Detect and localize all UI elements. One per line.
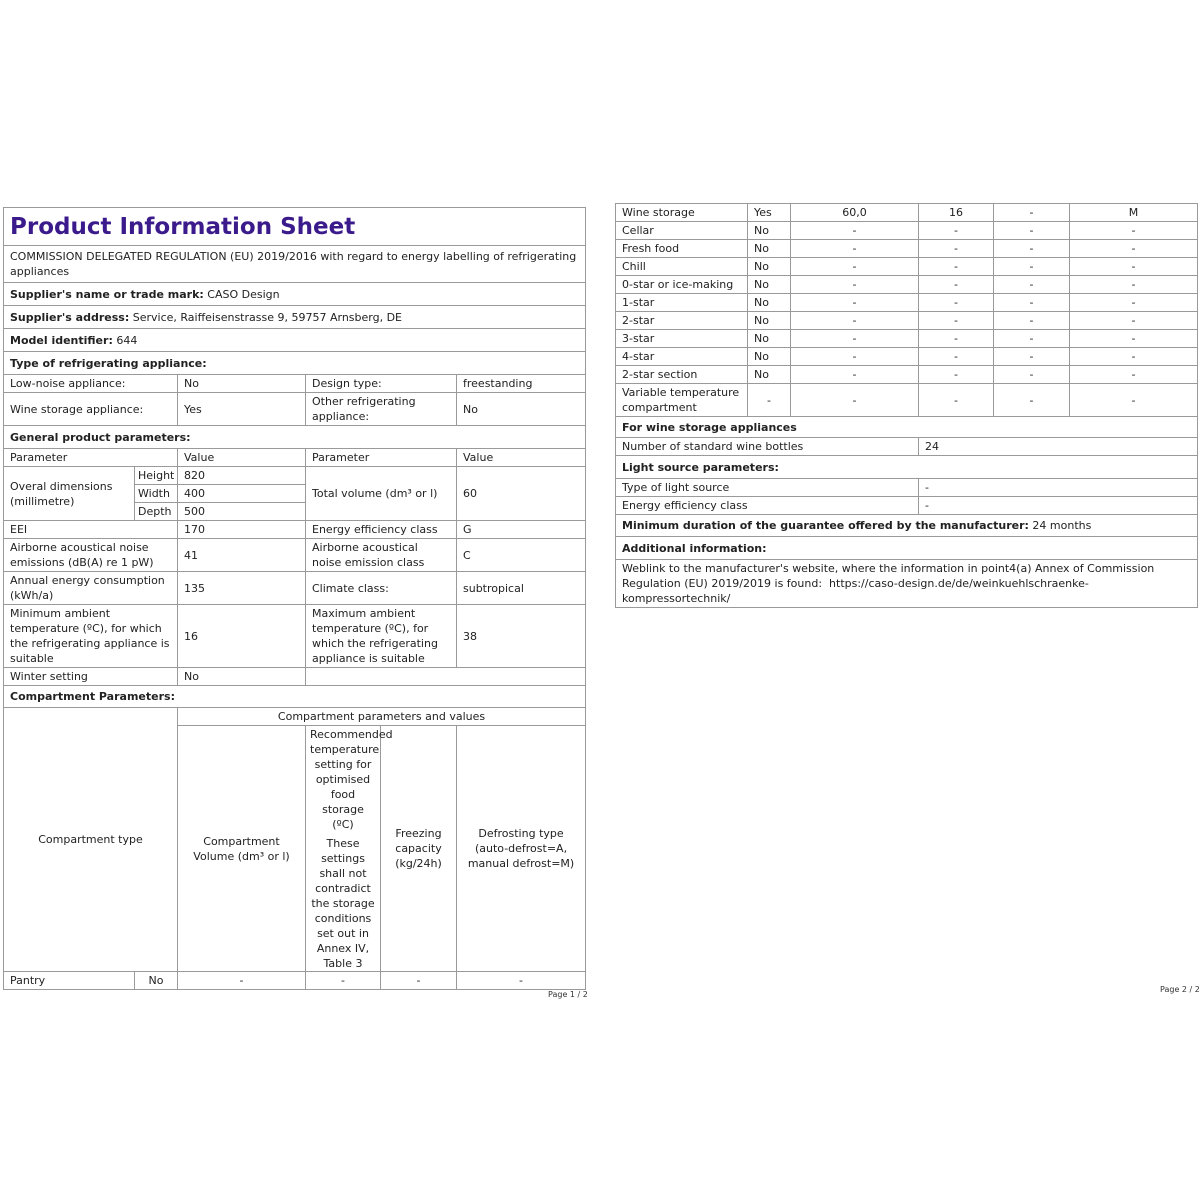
compartment-present-cell: No xyxy=(748,366,791,384)
compartment-present-cell: No xyxy=(748,312,791,330)
compartment-freezing-cell: - xyxy=(994,348,1070,366)
compartment-defrost-cell: - xyxy=(1070,294,1198,312)
compartment-present-cell: No xyxy=(748,330,791,348)
table-row xyxy=(616,384,1198,417)
total-volume-label: Total volume (dm³ or l) xyxy=(306,467,457,521)
model-row xyxy=(4,329,586,352)
product-info-sheet-page-2 xyxy=(615,203,1198,608)
compartment-volume-cell: 60,0 xyxy=(791,204,919,222)
width-label: Width xyxy=(135,485,178,503)
pantry-present: No xyxy=(135,972,178,990)
compartment-present-cell: No xyxy=(748,294,791,312)
compartment-label-cell: 0-star or ice-making xyxy=(616,276,748,294)
compartment-label-cell: Cellar xyxy=(616,222,748,240)
compartment-defrost-cell: - xyxy=(1070,330,1198,348)
supplier-label: Supplier's name or trade mark: xyxy=(10,287,204,301)
compartment-freezing-cell: - xyxy=(994,294,1070,312)
compartment-present-cell: No xyxy=(748,222,791,240)
variable-label: Variable temperature compartment xyxy=(616,384,748,417)
compartment-temp-cell: - xyxy=(919,240,994,258)
noise-class-label: Airborne acoustical noise emission class xyxy=(306,539,457,572)
freezing-header: Freezing capacity (kg/24h) xyxy=(381,726,457,972)
compartment-freezing-cell: - xyxy=(994,258,1070,276)
compartment-defrost-cell: - xyxy=(1070,312,1198,330)
pantry-label: Pantry xyxy=(4,972,135,990)
annual-energy-value: 135 xyxy=(178,572,306,605)
compartment-temp-cell: - xyxy=(919,330,994,348)
compartment-temp-cell: 16 xyxy=(919,204,994,222)
table-row xyxy=(616,204,1198,222)
compartment-temp-cell: - xyxy=(919,348,994,366)
light-class-value: - xyxy=(919,497,1198,515)
compartment-present-cell: No xyxy=(748,276,791,294)
weblink-text: Weblink to the manufacturer's website, where the information in point4(a) Annex of Commission Regulation (EU) 2019/2019 is found: xyxy=(622,562,1155,590)
page-number-1: Page 1 / 2 xyxy=(548,990,588,999)
annual-energy-label: Annual energy consumption (kWh/a) xyxy=(4,572,178,605)
guarantee-value: 24 months xyxy=(1032,519,1092,532)
bottles-label: Number of standard wine bottles xyxy=(616,438,919,456)
light-heading: Light source parameters: xyxy=(616,456,1198,479)
table-row xyxy=(616,366,1198,384)
compartment-volume-cell: - xyxy=(791,258,919,276)
col-value-left: Value xyxy=(178,449,306,467)
compartment-volume-cell: - xyxy=(791,330,919,348)
compartment-present-cell: No xyxy=(748,258,791,276)
compartment-rows xyxy=(616,204,1198,384)
recommended-temp-text: Recommended temperature setting for optimised food storage (ºC) xyxy=(310,727,393,831)
compartment-label-cell: 2-star section xyxy=(616,366,748,384)
regulation-text: COMMISSION DELEGATED REGULATION (EU) 2019/2016 with regard to energy labelling of refrigerating appliances xyxy=(4,246,586,283)
compartment-freezing-cell: - xyxy=(994,204,1070,222)
height-value: 820 xyxy=(178,467,306,485)
design-type-value: freestanding xyxy=(457,375,586,393)
compartment-type-header: Compartment type xyxy=(4,708,178,972)
compartment-freezing-cell: - xyxy=(994,366,1070,384)
width-value: 400 xyxy=(178,485,306,503)
model-value: 644 xyxy=(116,333,138,347)
compartment-volume-cell: - xyxy=(791,366,919,384)
pantry-temp: - xyxy=(306,972,381,990)
weblink-url[interactable]: https://caso-design.de/de/weinkuehlschraenke-kompressortechnik/ xyxy=(622,577,1089,605)
depth-label: Depth xyxy=(135,503,178,521)
compartment-label-cell: 1-star xyxy=(616,294,748,312)
recommended-temp-note: These settings shall not contradict the storage conditions set out in Annex IV, Table 3 xyxy=(311,836,375,970)
design-type-label: Design type: xyxy=(306,375,457,393)
compartment-freezing-cell: - xyxy=(994,276,1070,294)
compartment-freezing-cell: - xyxy=(994,222,1070,240)
compartment-temp-cell: - xyxy=(919,294,994,312)
light-class-label: Energy efficiency class xyxy=(616,497,919,515)
compartment-defrost-cell: - xyxy=(1070,276,1198,294)
compartment-defrost-cell: - xyxy=(1070,348,1198,366)
compartment-params-header: Compartment parameters and values xyxy=(178,708,586,726)
winter-value: No xyxy=(178,668,306,686)
noise-class-value: C xyxy=(457,539,586,572)
eei-label: EEI xyxy=(4,521,178,539)
height-label: Height xyxy=(135,467,178,485)
page-number-2: Page 2 / 2 xyxy=(1160,985,1200,994)
model-label: Model identifier: xyxy=(10,333,113,347)
noise-label: Airborne acoustical noise emissions (dB(A) re 1 pW) xyxy=(4,539,178,572)
compartment-defrost-cell: M xyxy=(1070,204,1198,222)
recommended-temp-header xyxy=(306,726,393,972)
table-row xyxy=(616,222,1198,240)
climate-value: subtropical xyxy=(457,572,586,605)
page-title: Product Information Sheet xyxy=(4,208,586,246)
wine-storage-label: Wine storage appliance: xyxy=(4,393,178,426)
supplier-row xyxy=(4,283,586,306)
variable-freezing: - xyxy=(994,384,1070,417)
variable-present: - xyxy=(748,384,791,417)
compartment-volume-cell: - xyxy=(791,240,919,258)
compartment-present-cell: Yes xyxy=(748,204,791,222)
address-row xyxy=(4,306,586,329)
compartment-present-cell: No xyxy=(748,240,791,258)
compartment-label-cell: Chill xyxy=(616,258,748,276)
bottles-value: 24 xyxy=(919,438,1198,456)
compartment-volume-cell: - xyxy=(791,312,919,330)
max-temp-value: 38 xyxy=(457,605,586,668)
compartment-label-cell: Fresh food xyxy=(616,240,748,258)
winter-label: Winter setting xyxy=(4,668,178,686)
compartment-freezing-cell: - xyxy=(994,312,1070,330)
depth-value: 500 xyxy=(178,503,306,521)
compartment-present-cell: No xyxy=(748,348,791,366)
table-row xyxy=(616,348,1198,366)
compartment-temp-cell: - xyxy=(919,312,994,330)
wine-heading: For wine storage appliances xyxy=(616,417,1198,438)
pantry-freezing: - xyxy=(381,972,457,990)
compartment-label-cell: Wine storage xyxy=(616,204,748,222)
table-row xyxy=(616,258,1198,276)
min-temp-label: Minimum ambient temperature (ºC), for which the refrigerating appliance is suitable xyxy=(4,605,178,668)
weblink-row xyxy=(616,560,1198,608)
variable-volume: - xyxy=(791,384,919,417)
compartment-volume-cell: - xyxy=(791,276,919,294)
table-row xyxy=(616,276,1198,294)
energy-class-value: G xyxy=(457,521,586,539)
other-appliance-label: Other refrigerating appliance: xyxy=(306,393,457,426)
wine-storage-value: Yes xyxy=(178,393,306,426)
compartment-defrost-cell: - xyxy=(1070,222,1198,240)
general-heading: General product parameters: xyxy=(4,426,586,449)
defrost-header: Defrosting type (auto-defrost=A, manual defrost=M) xyxy=(457,726,586,972)
compartment-defrost-cell: - xyxy=(1070,240,1198,258)
col-value-right: Value xyxy=(457,449,586,467)
light-type-value: - xyxy=(919,479,1198,497)
compartment-volume-cell: - xyxy=(791,294,919,312)
dimensions-label: Overal dimensions (millimetre) xyxy=(4,467,135,521)
guarantee-row xyxy=(616,515,1198,537)
variable-defrost: - xyxy=(1070,384,1198,417)
winter-empty xyxy=(306,668,586,686)
climate-label: Climate class: xyxy=(306,572,457,605)
light-type-label: Type of light source xyxy=(616,479,919,497)
energy-class-label: Energy efficiency class xyxy=(306,521,457,539)
compartment-heading: Compartment Parameters: xyxy=(4,686,586,708)
noise-value: 41 xyxy=(178,539,306,572)
compartment-volume-cell: - xyxy=(791,348,919,366)
compartment-temp-cell: - xyxy=(919,258,994,276)
max-temp-label: Maximum ambient temperature (ºC), for which the refrigerating appliance is suitable xyxy=(306,605,457,668)
other-appliance-value: No xyxy=(457,393,586,426)
address-label: Supplier's address: xyxy=(10,310,130,324)
compartment-label-cell: 4-star xyxy=(616,348,748,366)
pantry-volume: - xyxy=(178,972,306,990)
compartment-label-cell: 2-star xyxy=(616,312,748,330)
supplier-value: CASO Design xyxy=(207,287,280,301)
address-value: Service, Raiffeisenstrasse 9, 59757 Arnsberg, DE xyxy=(132,310,402,324)
compartment-volume-header: Compartment Volume (dm³ or l) xyxy=(178,726,306,972)
variable-temp: - xyxy=(919,384,994,417)
compartment-defrost-cell: - xyxy=(1070,366,1198,384)
table-row xyxy=(616,312,1198,330)
table-row xyxy=(616,294,1198,312)
table-row xyxy=(4,972,586,990)
col-parameter-left: Parameter xyxy=(4,449,178,467)
min-temp-value: 16 xyxy=(178,605,306,668)
eei-value: 170 xyxy=(178,521,306,539)
additional-heading: Additional information: xyxy=(616,537,1198,560)
low-noise-label: Low-noise appliance: xyxy=(4,375,178,393)
compartment-temp-cell: - xyxy=(919,366,994,384)
table-row xyxy=(616,330,1198,348)
table-row xyxy=(616,240,1198,258)
col-parameter-right: Parameter xyxy=(306,449,457,467)
total-volume-value: 60 xyxy=(457,467,586,521)
compartment-freezing-cell: - xyxy=(994,330,1070,348)
compartment-volume-cell: - xyxy=(791,222,919,240)
compartment-defrost-cell: - xyxy=(1070,258,1198,276)
guarantee-label: Minimum duration of the guarantee offered by the manufacturer: xyxy=(622,519,1029,532)
low-noise-value: No xyxy=(178,375,306,393)
pantry-defrost: - xyxy=(457,972,586,990)
compartment-freezing-cell: - xyxy=(994,240,1070,258)
compartment-temp-cell: - xyxy=(919,276,994,294)
compartment-temp-cell: - xyxy=(919,222,994,240)
type-heading: Type of refrigerating appliance: xyxy=(4,352,586,375)
product-info-sheet-page-1 xyxy=(3,207,586,990)
compartment-label-cell: 3-star xyxy=(616,330,748,348)
